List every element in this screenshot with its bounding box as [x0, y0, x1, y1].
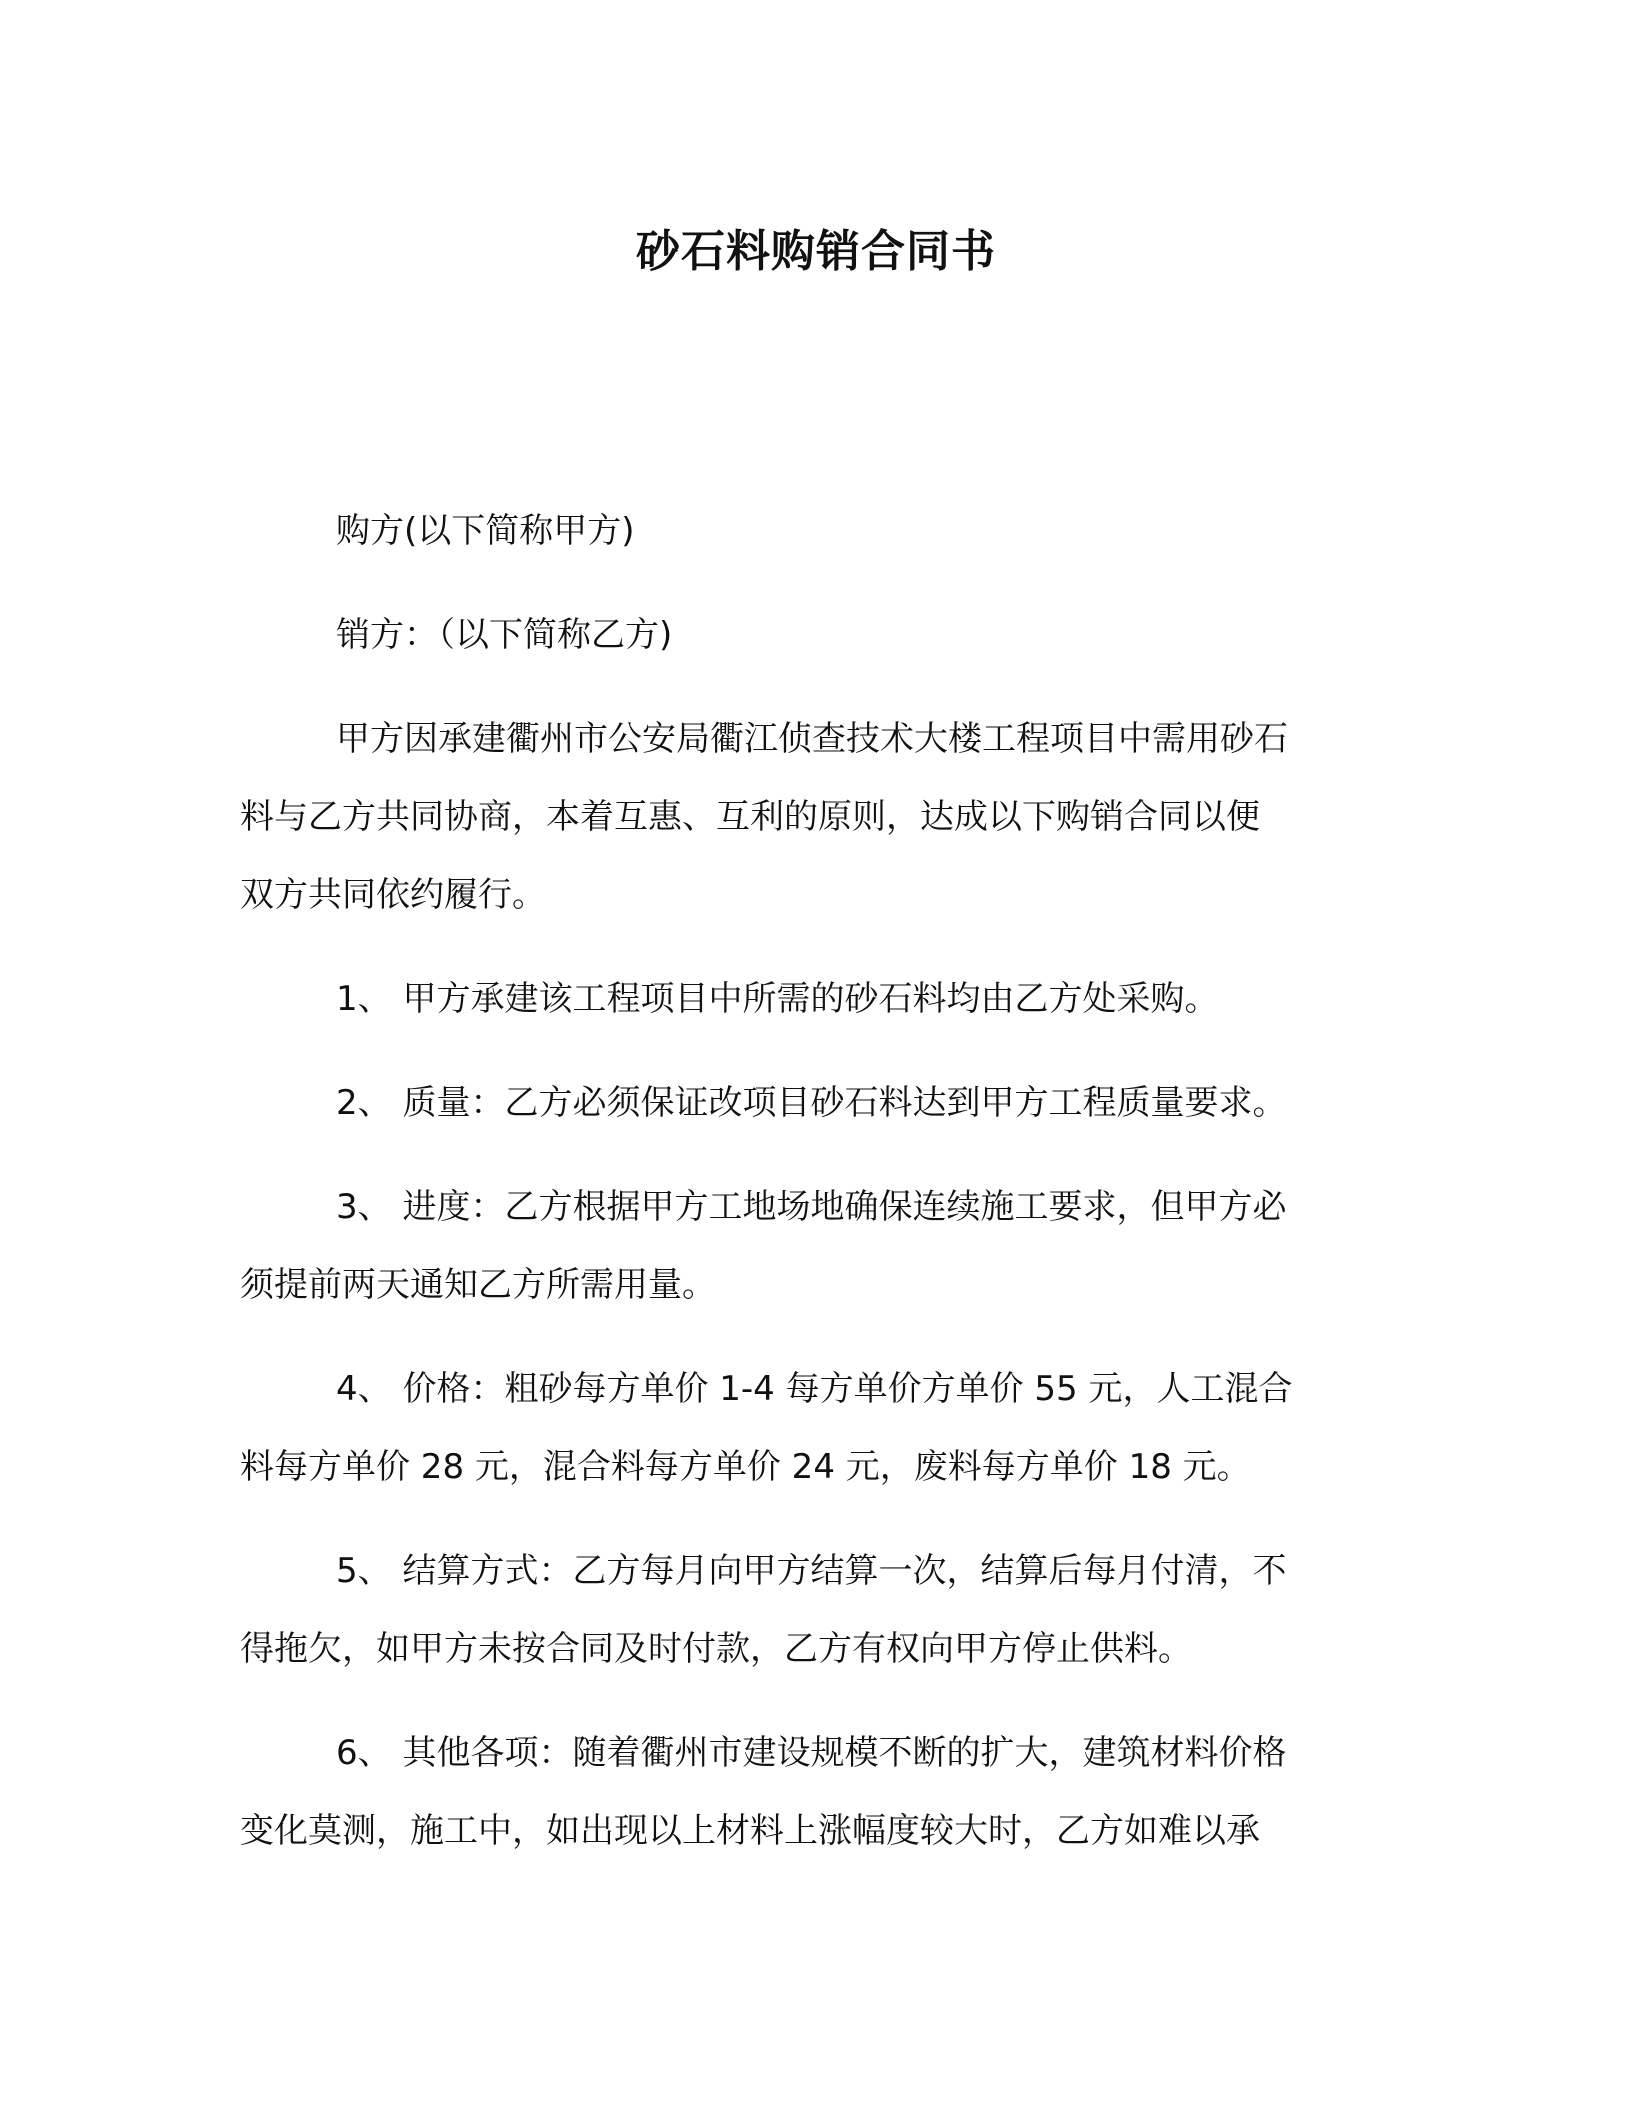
- paragraph-intro: 甲方因承建衢州市公安局衢江侦查技术大楼工程项目中需用砂石 料与乙方共同协商，本着互惠、互利的原则，达成以下购销合同以便 双方共同依约履行。: [240, 719, 1288, 915]
- document-body: [240, 492, 1390, 1896]
- clause-1: 1、 甲方承建该工程项目中所需的砂石料均由乙方处采购。: [336, 979, 1219, 1019]
- clause-5-settlement: 5、 结算方式：乙方每月向甲方结算一次，结算后每月付清，不 得拖欠，如甲方未按合同及时付款，乙方有权向甲方停止供料。: [240, 1551, 1287, 1669]
- clause-4-price: 4、 价格：粗砂每方单价 1-4 每方单价方单价 55 元，人工混合 料每方单价 28 元，混合料每方单价 24 元，废料每方单价 18 元。: [240, 1369, 1293, 1487]
- clause-3-schedule: 3、 进度：乙方根据甲方工地场地确保连续施工要求，但甲方必 须提前两天通知乙方所需用量。: [240, 1187, 1287, 1305]
- document-title: 砂石料购销合同书: [636, 226, 996, 277]
- paragraph-buyer: 购方(以下简称甲方): [336, 511, 635, 551]
- clause-2-quality: 2、 质量：乙方必须保证改项目砂石料达到甲方工程质量要求。: [336, 1083, 1287, 1123]
- paragraph-seller: 销方：（以下简称乙方): [336, 615, 673, 655]
- clause-6-other: 6、 其他各项：随着衢州市建设规模不断的扩大，建筑材料价格 变化莫测，施工中，如出现以上材料上涨幅度较大时，乙方如难以承: [240, 1733, 1287, 1851]
